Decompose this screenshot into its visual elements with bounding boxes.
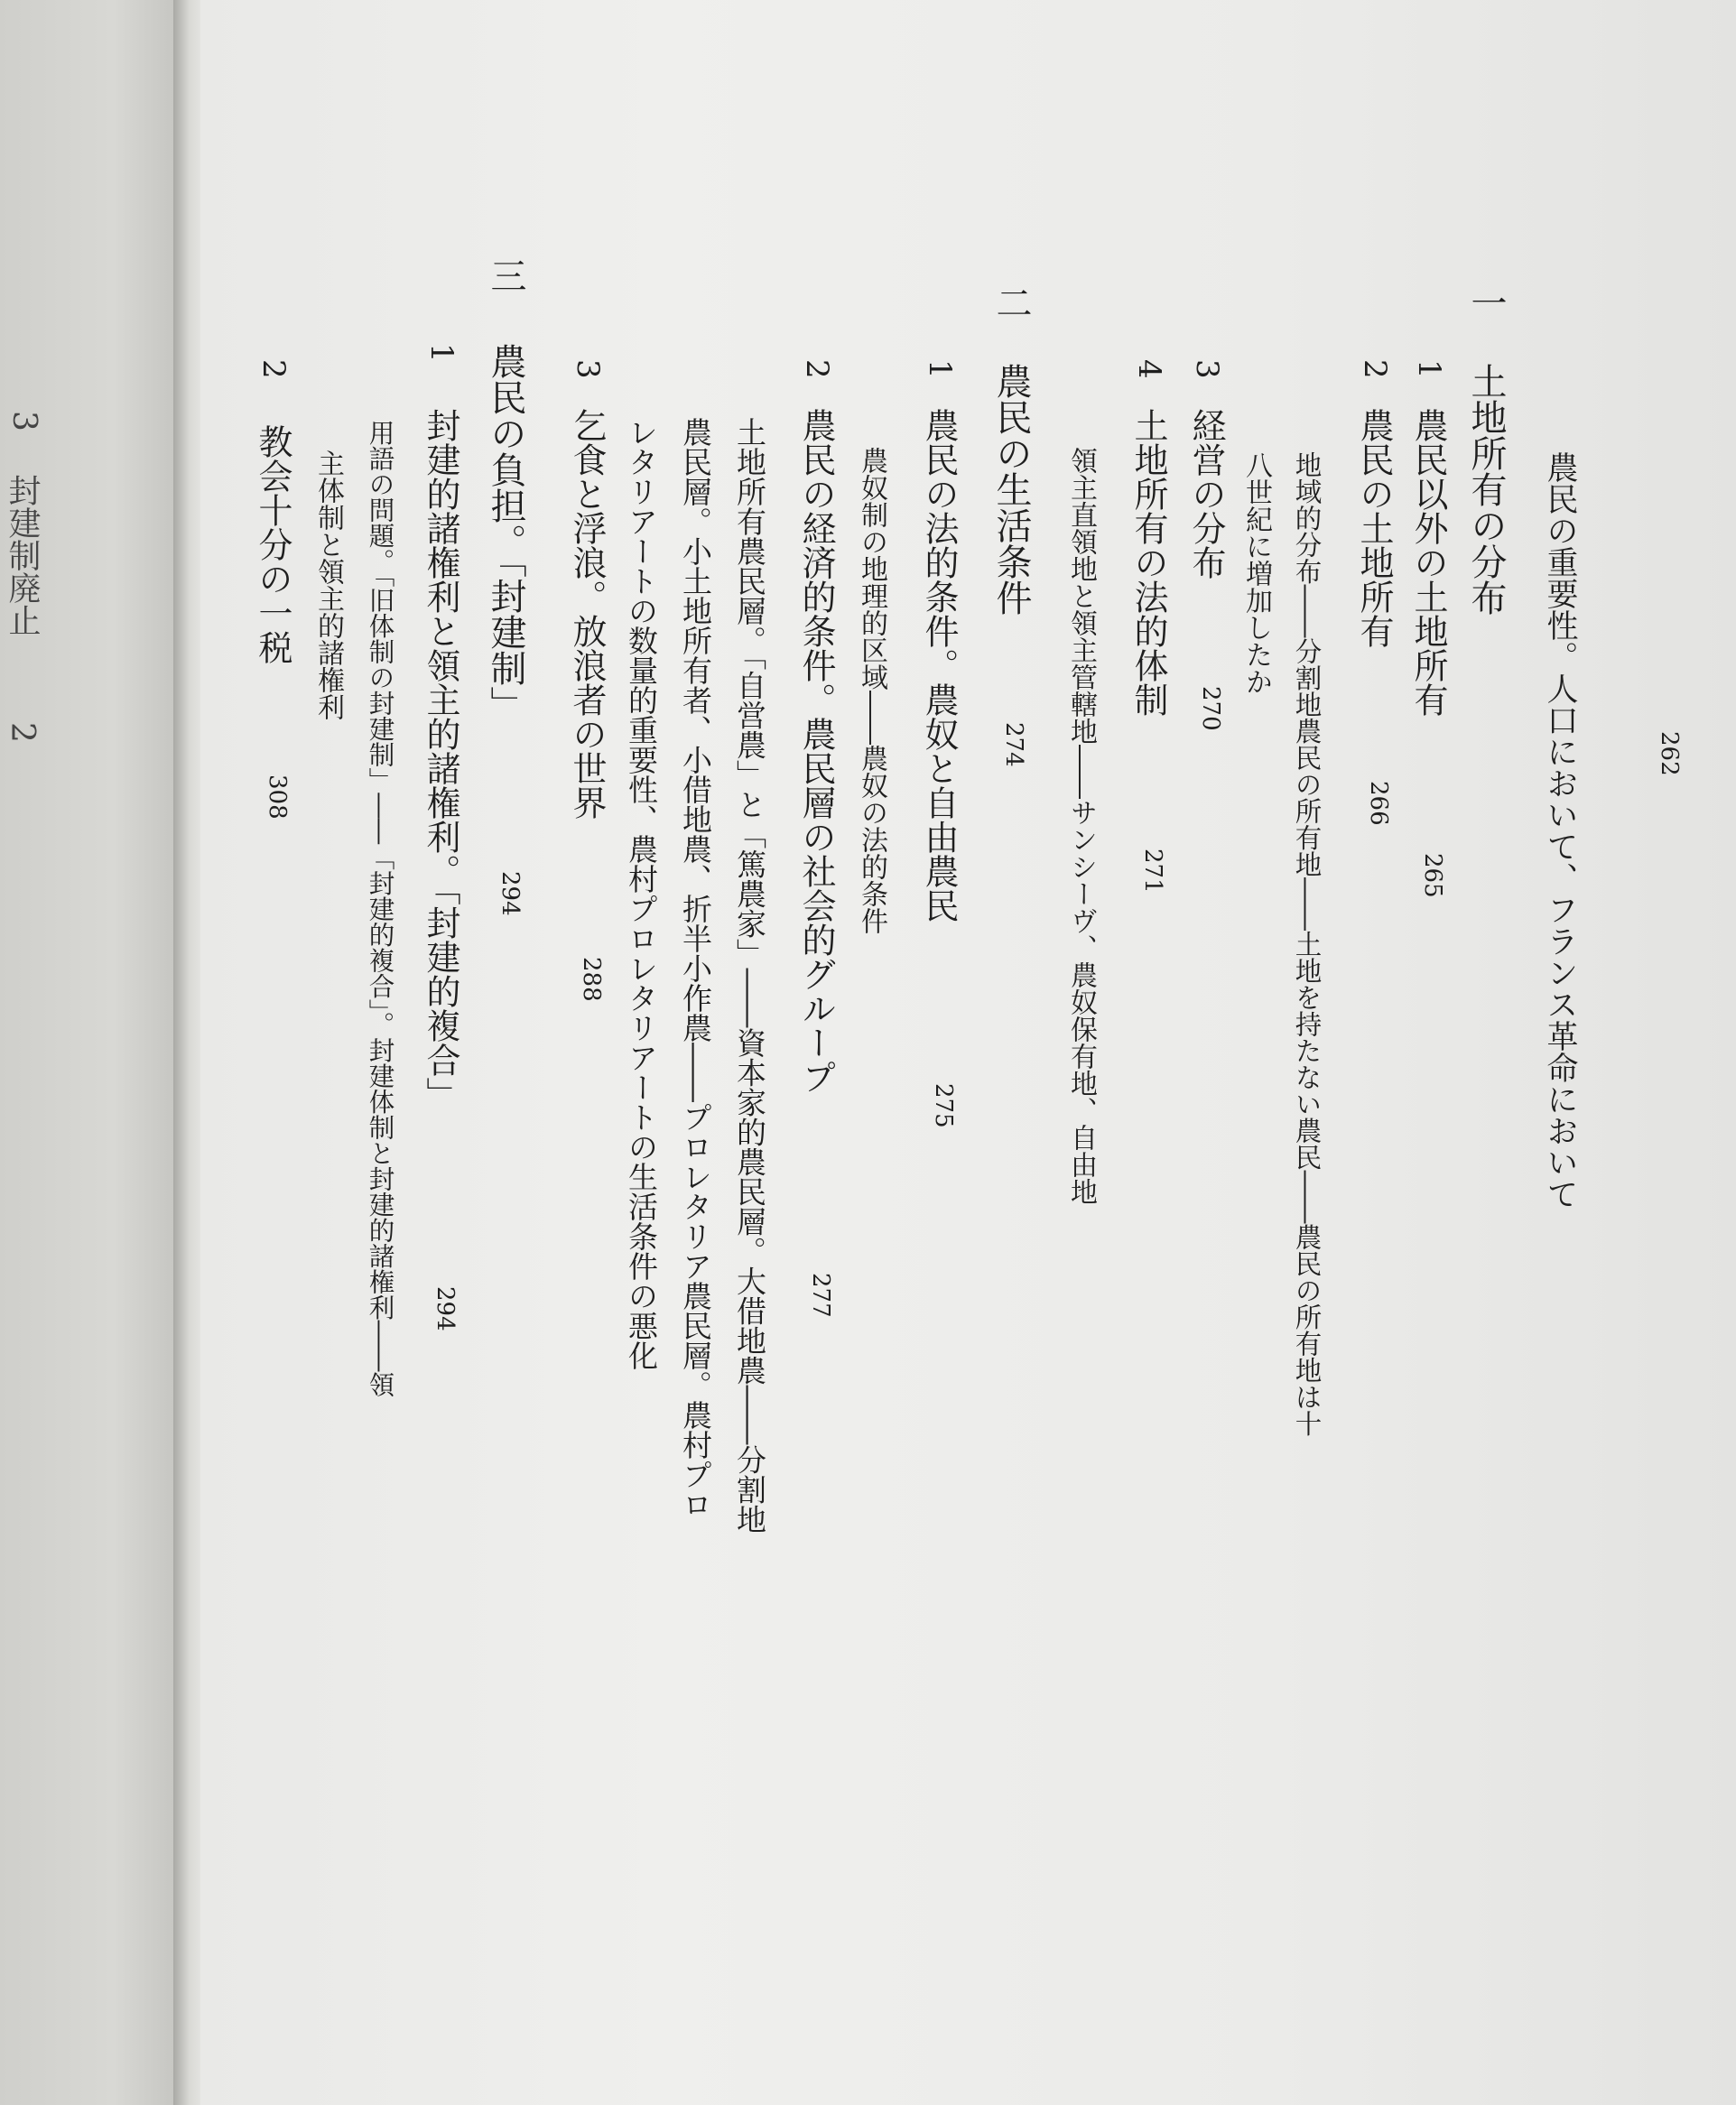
running-head-number: 3 [5,411,42,431]
toc-entry-page: 277 [807,1273,834,1318]
section-title: 農民の生活条件 [990,363,1032,616]
section-numeral: 二 [990,284,1032,320]
toc-entry-page: 294 [432,1286,459,1331]
subsection-title: 経営の分布 [1186,408,1226,580]
toc-entry-page: 294 [497,871,524,916]
toc-entry-page: 271 [1139,848,1166,894]
toc-entry-page: 265 [1419,853,1446,898]
running-head-page-number: 2 [4,722,41,743]
subsection-title: 封建的諸権利と領主的諸権利。「封建的複合」 [421,408,460,1111]
subsection-number: 1 [922,359,958,379]
subsection-number: 3 [1189,359,1225,379]
right-page [200,0,1736,2105]
toc-detail-line: 主体制と領主的諸権利 [312,450,344,720]
toc-entry-page: 274 [1000,722,1027,767]
subsection-title: 土地所有の法的体制 [1128,408,1168,717]
toc-detail-line: 地域的分布――分割地農民の所有地――土地を持たない農民――農民の所有地は十 [1291,451,1323,1437]
toc-detail-line: 農奴制の地理的区域――農奴の法的条件 [856,447,887,934]
toc-entry-page: 266 [1365,781,1392,826]
toc-entry-page: 275 [930,1083,957,1128]
subsection-title: 農民の土地所有 [1354,408,1394,648]
toc-detail-line: 八世紀に増加したか [1240,451,1272,695]
toc-detail-line: 領主直領地と領主管轄地――サンシーヴ、農奴保有地、自由地 [1065,447,1097,1205]
subsection-number: 1 [1411,359,1447,379]
toc-detail-line: レタリアートの数量的重要性、農村プロレタリアートの生活条件の悪化 [624,417,659,1370]
subsection-title: 教会十分の一税 [253,424,292,664]
subsection-number: 4 [1131,359,1167,379]
toc-entry-page: 262 [1656,731,1683,776]
subsection-title: 農民の法的条件。農奴と自由農民 [919,408,959,923]
subsection-number: 3 [570,359,606,379]
toc-entry-page: 270 [1197,686,1224,731]
left-page [0,0,190,2105]
subsection-number: 2 [255,359,292,379]
toc-detail-line: 農民層。小土地所有者、小借地農、折半小作農――プロレタリア農民層。農村プロ [678,417,713,1519]
section-title: 土地所有の分布 [1465,363,1507,616]
running-head: 封建制廃止 [4,474,41,636]
subsection-title: 乞食と浮浪。放浪者の世界 [567,408,607,820]
subsection-number: 2 [799,359,835,379]
section-title: 農民の負担。「封建制」 [485,343,526,722]
subsection-number: 2 [1357,359,1393,379]
subsection-number: 1 [423,343,460,363]
section-numeral: 三 [485,257,526,293]
toc-entry-page: 288 [578,957,605,1002]
subsection-title: 農民以外の土地所有 [1408,408,1448,717]
toc-entry-page: 308 [264,774,291,820]
toc-entry-title: 農民の重要性。人口において、フランス革命において [1542,451,1578,1210]
toc-detail-line: 用語の問題。「旧体制の封建制」――「封建的複合」。封建体制と封建的諸権利――領 [365,420,395,1397]
subsection-title: 農民の経済的条件。農民層の社会的グループ [796,408,836,1094]
section-numeral: 一 [1465,284,1507,320]
toc-detail-line: 土地所有農民層。「自営農」と「篤農家」――資本家的農民層。大借地農――分割地 [732,417,767,1535]
